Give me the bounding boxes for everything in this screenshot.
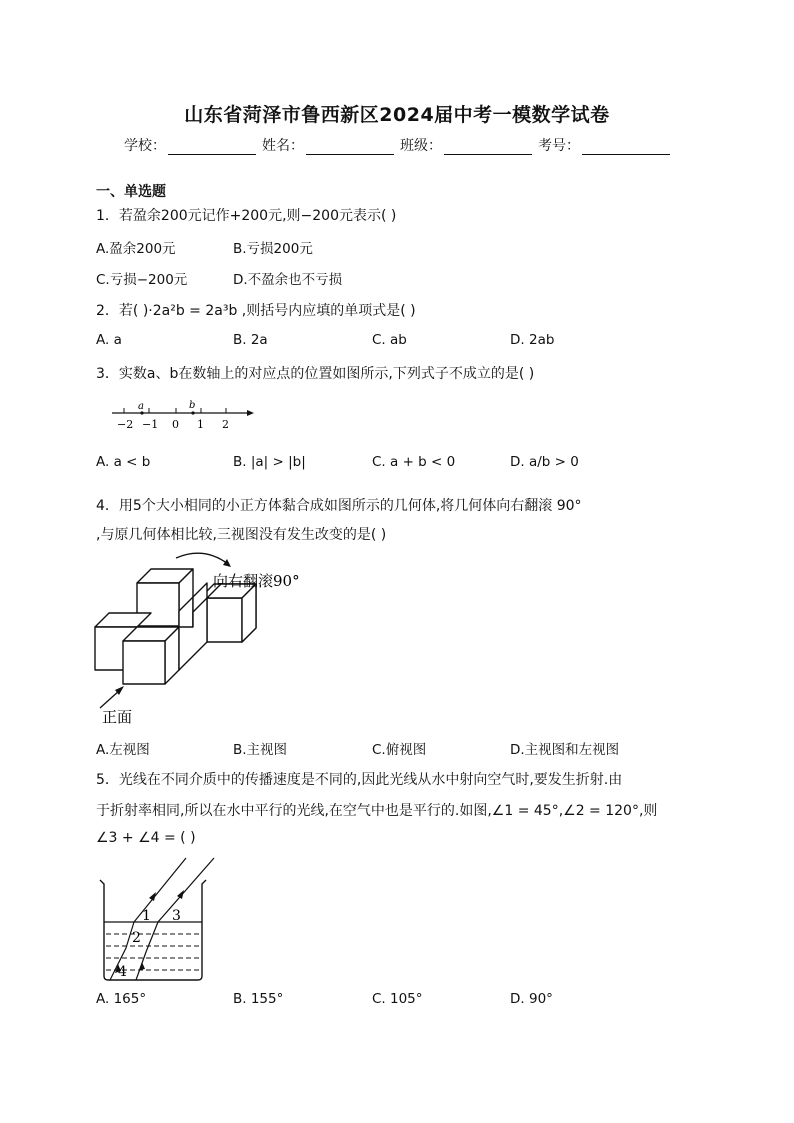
cube-figure bbox=[92, 548, 332, 730]
tick--2: −2 bbox=[117, 418, 134, 431]
q3-option-c[interactable]: C. a + b < 0 bbox=[372, 454, 456, 470]
q5-option-c[interactable]: C. 105° bbox=[372, 991, 423, 1007]
section-heading: 一、单选题 bbox=[96, 184, 166, 200]
q2-option-a[interactable]: A. a bbox=[96, 332, 122, 348]
question-1-text: 1．若盈余200元记作+200元,则−200元表示( ) bbox=[96, 208, 397, 224]
q3-option-b[interactable]: B. |a| > |b| bbox=[233, 454, 306, 470]
roll-label: 向右翻滚90° bbox=[213, 572, 300, 590]
angle-4-label: 4 bbox=[118, 964, 127, 980]
q4-option-c[interactable]: C.俯视图 bbox=[372, 742, 427, 758]
q3-option-a[interactable]: A. a < b bbox=[96, 454, 151, 470]
q1-option-b[interactable]: B.亏损200元 bbox=[233, 241, 313, 257]
question-5-text-line3: ∠3 + ∠4 = ( ) bbox=[96, 830, 196, 846]
question-4-text-line2: ,与原几何体相比较,三视图没有发生改变的是( ) bbox=[96, 527, 387, 543]
q4-option-d[interactable]: D.主视图和左视图 bbox=[510, 742, 620, 758]
number-line-figure bbox=[108, 398, 260, 434]
question-5-text-line2: 于折射率相同,所以在水中平行的光线,在空气中也是平行的.如图,∠1 = 45°,∠2 = 120°,则 bbox=[96, 803, 658, 819]
q2-option-c[interactable]: C. ab bbox=[372, 332, 407, 348]
q2-option-b[interactable]: B. 2a bbox=[233, 332, 268, 348]
q1-option-a[interactable]: A.盈余200元 bbox=[96, 241, 176, 257]
question-3-text: 3．实数a、b在数轴上的对应点的位置如图所示,下列式子不成立的是( ) bbox=[96, 366, 535, 382]
q1-option-c[interactable]: C.亏损−200元 bbox=[96, 272, 188, 288]
angle-3-label: 3 bbox=[172, 908, 181, 924]
name-blank[interactable] bbox=[306, 140, 394, 155]
q4-option-b[interactable]: B.主视图 bbox=[233, 742, 288, 758]
tick-1: 1 bbox=[197, 418, 204, 431]
tick-2: 2 bbox=[222, 418, 229, 431]
angle-2-label: 2 bbox=[132, 930, 141, 946]
q1-option-d[interactable]: D.不盈余也不亏损 bbox=[233, 272, 343, 288]
q5-option-d[interactable]: D. 90° bbox=[510, 991, 553, 1007]
label-a: a bbox=[138, 401, 144, 412]
q5-option-a[interactable]: A. 165° bbox=[96, 991, 147, 1007]
page-title: 山东省菏泽市鲁西新区2024届中考一模数学试卷 bbox=[184, 104, 610, 126]
tick--1: −1 bbox=[142, 418, 159, 431]
angle-1-label: 1 bbox=[142, 908, 151, 924]
school-blank[interactable] bbox=[168, 140, 256, 155]
q5-option-b[interactable]: B. 155° bbox=[233, 991, 284, 1007]
number-label: 考号： bbox=[538, 138, 580, 154]
number-blank[interactable] bbox=[582, 140, 670, 155]
name-label: 姓名： bbox=[262, 138, 304, 154]
q2-option-d[interactable]: D. 2ab bbox=[510, 332, 555, 348]
label-b: b bbox=[189, 400, 196, 411]
tick-0: 0 bbox=[172, 418, 179, 431]
q4-option-a[interactable]: A.左视图 bbox=[96, 742, 150, 758]
question-2-text: 2．若( )·2a²b = 2a³b ,则括号内应填的单项式是( ) bbox=[96, 303, 416, 319]
refraction-figure bbox=[96, 852, 216, 982]
class-label: 班级： bbox=[400, 138, 442, 154]
question-5-text-line1: 5．光线在不同介质中的传播速度是不同的,因此光线从水中射向空气时,要发生折射.由 bbox=[96, 772, 623, 788]
q3-option-d[interactable]: D. a/b > 0 bbox=[510, 454, 579, 470]
student-info-row bbox=[0, 135, 794, 155]
front-label: 正面 bbox=[102, 708, 133, 726]
school-label: 学校： bbox=[124, 138, 166, 154]
question-4-text-line1: 4．用5个大小相同的小正方体黏合成如图所示的几何体,将几何体向右翻滚 90° bbox=[96, 498, 582, 514]
class-blank[interactable] bbox=[444, 140, 532, 155]
